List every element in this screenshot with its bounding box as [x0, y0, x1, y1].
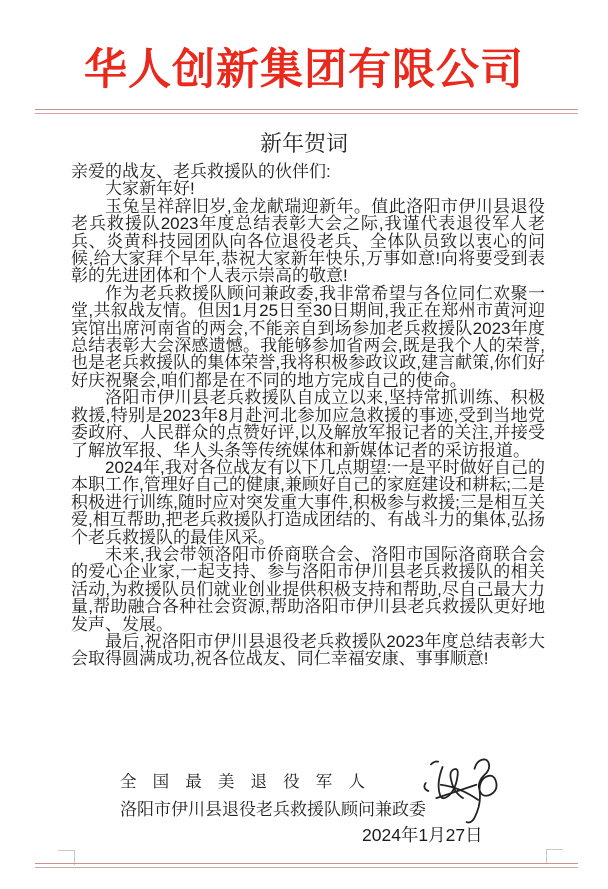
signature-honor-line: 全 国 最 美 退 役 军 人	[120, 773, 371, 791]
greeting-line: 大家新年好!	[105, 179, 195, 199]
paragraph: 玉兔呈祥辞旧岁,金龙献瑞迎新年。值此洛阳市伊川县退役老兵救援队2023年度总结表彰大会之际,我谨代表退役军人老兵、炎黄科技园团队向各位退役老兵、全体队员致以衷心的问候,给大家拜个早年,恭祝大家新年快乐,万事如意!向将要受到表彰的先进团体和个人表示崇高的敬意!	[71, 196, 545, 286]
paragraph: 洛阳市伊川县老兵救援队自成立以来,坚持常抓训练、积极救援,特别是2023年8月赴河北参加应急救援的事迹,受到当地党委政府、人民群众的点赞好评,以及解放军报记者的关注,并接受了解放军报、华人头条等传统媒体和新媒体记者的采访报道。	[71, 388, 545, 460]
letter-body	[71, 163, 545, 668]
paragraph: 2024年,我对各位战友有以下几点期望:一是平时做好自己的本职工作,管理好自己的健康,兼顾好自己的家庭建设和耕耘;二是积极进行训练,随时应对突发重大事件,积极参与救援;三是相互关爱,相互帮助,把老兵救援队打造成团结的、有战斗力的集体,弘扬个老兵救援队的最佳风采。	[71, 457, 545, 547]
closing-paragraph: 最后,祝洛阳市伊川县退役老兵救援队2023年度总结表彰大会取得圆满成功,祝各位战友、同仁幸福安康、事事顺意!	[71, 631, 545, 669]
date-line: 2024年1月27日	[362, 825, 483, 845]
paragraph: 作为老兵救援队顾问兼政委,我非常希望与各位同仁欢聚一堂,共叙战友情。但因1月25日至30日期间,我正在郑州市黄河迎宾馆出席河南省的两会,不能亲自到场参加老兵救援队2023年度总结表彰大会深感遗憾。我能够参加省两会,既是我个人的荣誉,也是老兵救援队的集体荣誉,我将积极参政议政,建言献策,你们好好庆祝聚会,咱们都是在不同的地方完成自己的使命。	[71, 283, 545, 390]
doc-title: 新年贺词	[259, 131, 348, 156]
handwritten-signature-icon	[423, 756, 503, 826]
header-double-rule	[35, 109, 578, 114]
signature-title-line: 洛阳市伊川县退役老兵救援队顾问兼政委	[120, 800, 426, 819]
company-title: 华人创新集团有限公司	[84, 46, 524, 94]
paragraph: 未来,我会带领洛阳市侨商联合会、洛阳市国际洛商联合会的爱心企业家,一起支持、参与洛阳市伊川县老兵救援队的相关活动,为救援队员们就业创业提供积极支持和帮助,尽自己最大力量,帮助融合各种社会资源,帮助洛阳市伊川县老兵救援队更好地发声、发展。	[71, 544, 545, 634]
signature-block	[120, 768, 426, 820]
footer-double-rule	[35, 863, 578, 868]
salutation: 亲爱的战友、老兵救援队的伙伴们:	[71, 162, 331, 181]
frame-corner-mark-right	[546, 849, 563, 864]
